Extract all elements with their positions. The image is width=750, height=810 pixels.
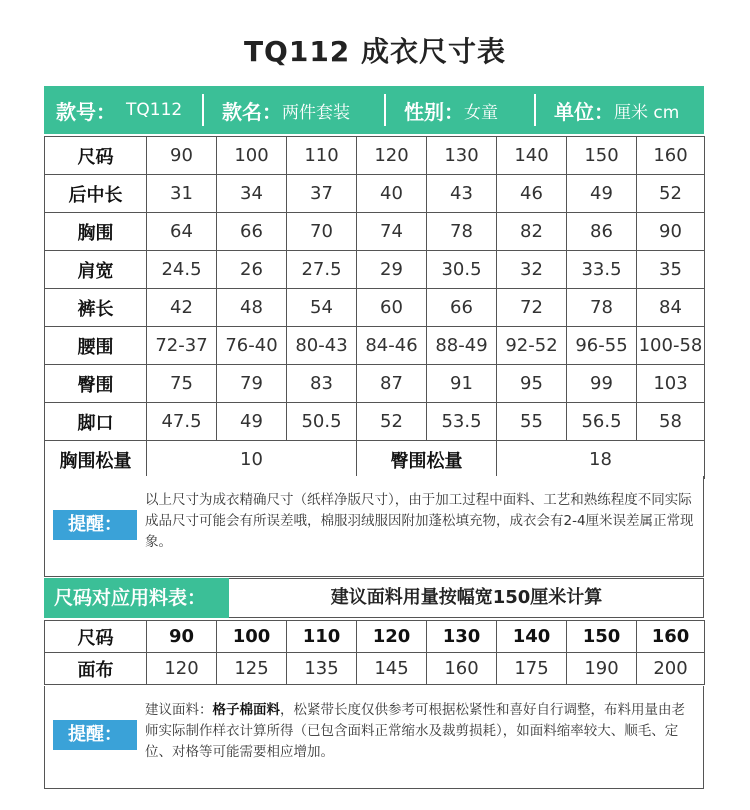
table-cell: 78	[427, 213, 497, 251]
table-cell: 80-43	[287, 327, 357, 365]
table-cell: 150	[567, 621, 637, 653]
style-no-label: 款号：	[56, 99, 116, 124]
table-cell: 125	[217, 653, 287, 685]
table-cell: 110	[287, 137, 357, 175]
style-name-cell	[204, 86, 384, 134]
table-cell: 40	[357, 175, 427, 213]
table-cell: 110	[287, 621, 357, 653]
note-box-2	[44, 686, 704, 789]
table-cell: 55	[497, 403, 567, 441]
fabric-suggestion-prefix: 建议面料：	[145, 702, 213, 718]
row-label: 腰围	[45, 327, 147, 365]
page-title: TQ112 成衣尺寸表	[243, 35, 507, 68]
table-cell: 88-49	[427, 327, 497, 365]
table-cell: 42	[147, 289, 217, 327]
fabric-suggestion-name: 格子棉面料	[212, 702, 280, 718]
table-cell: 50.5	[287, 403, 357, 441]
hip-ease-label: 臀围松量	[357, 441, 497, 479]
table-cell: 30.5	[427, 251, 497, 289]
unit-value: 厘米 cm	[614, 102, 680, 123]
table-cell: 90	[147, 137, 217, 175]
table-cell: 56.5	[567, 403, 637, 441]
table-cell: 145	[357, 653, 427, 685]
table-cell: 47.5	[147, 403, 217, 441]
table-cell: 190	[567, 653, 637, 685]
table-cell: 130	[427, 621, 497, 653]
fabric-band-subtitle: 建议面料用量按幅宽150厘米计算	[330, 587, 603, 608]
table-cell: 66	[217, 213, 287, 251]
table-cell: 92-52	[497, 327, 567, 365]
table-cell: 37	[287, 175, 357, 213]
size-table	[44, 136, 705, 479]
table-cell: 120	[147, 653, 217, 685]
table-cell: 34	[217, 175, 287, 213]
table-cell: 95	[497, 365, 567, 403]
chest-ease-value: 10	[147, 441, 357, 479]
hip-ease-value: 18	[497, 441, 705, 479]
ease-row	[45, 441, 705, 479]
row-label: 尺码	[45, 137, 147, 175]
table-cell: 175	[497, 653, 567, 685]
table-cell: 103	[637, 365, 705, 403]
style-name-value: 两件套装	[282, 102, 350, 123]
table-cell: 66	[427, 289, 497, 327]
table-cell: 99	[567, 365, 637, 403]
table-cell: 58	[637, 403, 705, 441]
table-row	[45, 137, 705, 175]
table-cell: 160	[427, 653, 497, 685]
table-cell: 74	[357, 213, 427, 251]
table-cell: 160	[637, 137, 705, 175]
table-cell: 150	[567, 137, 637, 175]
row-label: 尺码	[45, 621, 147, 653]
row-label: 肩宽	[45, 251, 147, 289]
table-cell: 24.5	[147, 251, 217, 289]
table-cell: 54	[287, 289, 357, 327]
table-cell: 52	[357, 403, 427, 441]
table-cell: 26	[217, 251, 287, 289]
row-label: 后中长	[45, 175, 147, 213]
table-cell: 49	[217, 403, 287, 441]
table-cell: 32	[497, 251, 567, 289]
table-cell: 72	[497, 289, 567, 327]
style-no-cell	[44, 86, 202, 134]
table-row	[45, 251, 705, 289]
reminder-badge: 提醒：	[53, 510, 137, 540]
table-cell: 86	[567, 213, 637, 251]
fabric-table	[44, 620, 705, 685]
table-row	[45, 653, 705, 685]
table-cell: 29	[357, 251, 427, 289]
note-box-1	[44, 476, 704, 577]
table-cell: 46	[497, 175, 567, 213]
table-cell: 53.5	[427, 403, 497, 441]
unit-cell	[536, 86, 704, 134]
table-cell: 52	[637, 175, 705, 213]
fabric-reminder-text	[145, 700, 697, 763]
table-cell: 64	[147, 213, 217, 251]
table-cell: 140	[497, 621, 567, 653]
table-cell: 160	[637, 621, 705, 653]
table-cell: 75	[147, 365, 217, 403]
table-cell: 78	[567, 289, 637, 327]
table-cell: 72-37	[147, 327, 217, 365]
table-row	[45, 365, 705, 403]
reminder-text: 以上尺寸为成衣精确尺寸（纸样净版尺寸），由于加工过程中面料、工艺和熟练程度不同实际成品尺寸可能会有所误差哦，棉服羽绒服因附加蓬松填充物，成衣会有2-4厘米误差属正常现象。	[145, 492, 694, 550]
table-cell: 84-46	[357, 327, 427, 365]
gender-value: 女童	[464, 102, 498, 123]
row-label: 面布	[45, 653, 147, 685]
header-bar	[44, 86, 704, 134]
table-cell: 60	[357, 289, 427, 327]
table-cell: 100	[217, 137, 287, 175]
table-row	[45, 175, 705, 213]
gender-label: 性别：	[404, 99, 464, 124]
row-label: 臀围	[45, 365, 147, 403]
table-cell: 90	[637, 213, 705, 251]
fabric-suggestion-text: ，松紧带长度仅供参考可根据松紧性和喜好自行调整，布料用量由老师实际制作样衣计算所得（已包含面料正常缩水及裁剪损耗），如面料缩率较大、顺毛、定位、对格等可能需要相应增加。	[145, 702, 685, 760]
unit-label: 单位：	[554, 99, 614, 124]
table-cell: 135	[287, 653, 357, 685]
table-cell: 79	[217, 365, 287, 403]
table-cell: 100-58	[637, 327, 705, 365]
row-label: 裤长	[45, 289, 147, 327]
table-cell: 90	[147, 621, 217, 653]
table-cell: 87	[357, 365, 427, 403]
table-cell: 120	[357, 137, 427, 175]
table-row	[45, 213, 705, 251]
reminder-badge: 提醒：	[53, 720, 137, 750]
table-cell: 70	[287, 213, 357, 251]
table-cell: 83	[287, 365, 357, 403]
table-cell: 120	[357, 621, 427, 653]
table-row	[45, 327, 705, 365]
table-row	[45, 403, 705, 441]
fabric-band-label: 尺码对应用料表：	[44, 578, 229, 618]
table-cell: 140	[497, 137, 567, 175]
table-cell: 200	[637, 653, 705, 685]
row-label: 脚口	[45, 403, 147, 441]
gender-cell	[386, 86, 534, 134]
table-cell: 49	[567, 175, 637, 213]
table-cell: 84	[637, 289, 705, 327]
table-cell: 130	[427, 137, 497, 175]
style-name-label: 款名：	[222, 99, 282, 124]
table-cell: 96-55	[567, 327, 637, 365]
table-cell: 27.5	[287, 251, 357, 289]
table-cell: 100	[217, 621, 287, 653]
fabric-band	[44, 578, 704, 618]
chest-ease-label: 胸围松量	[45, 441, 147, 479]
table-cell: 76-40	[217, 327, 287, 365]
table-cell: 31	[147, 175, 217, 213]
table-cell: 33.5	[567, 251, 637, 289]
table-row	[45, 621, 705, 653]
table-cell: 35	[637, 251, 705, 289]
table-cell: 43	[427, 175, 497, 213]
table-cell: 91	[427, 365, 497, 403]
table-cell: 82	[497, 213, 567, 251]
style-no-value: TQ112	[126, 100, 183, 120]
table-row	[45, 289, 705, 327]
row-label: 胸围	[45, 213, 147, 251]
table-cell: 48	[217, 289, 287, 327]
